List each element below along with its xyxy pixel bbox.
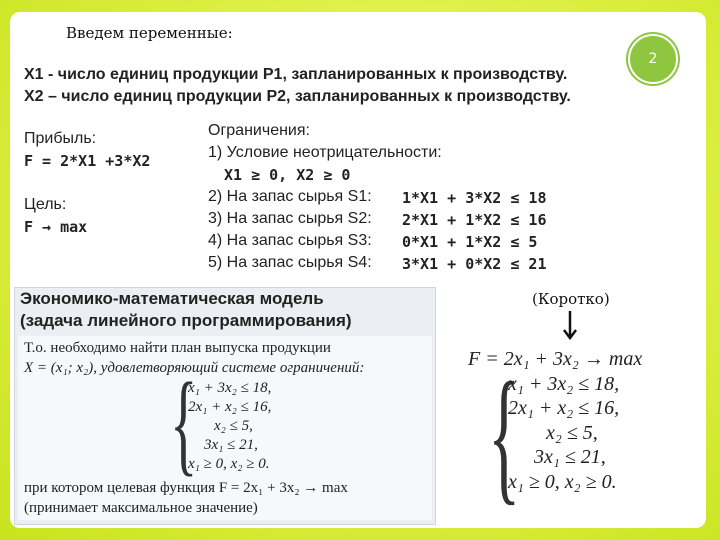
model-system-row: x₁ + 3x₂ ≤ 18, [188,380,272,396]
page-number-badge: 2 [628,34,678,84]
model-system-row: 2x₁ + x₂ ≤ 16, [188,399,272,415]
constraints-label: Ограничения: [208,122,310,139]
definition-x2: X2 – число единиц продукции P2, запланированных к производству. [24,88,571,105]
model-title-line2: (задача линейного программирования) [20,311,352,330]
goal-formula: F → max [24,218,88,236]
slide-title: Введем переменные: [66,24,233,42]
constraint-s1-expr: 1*X1 + 3*X2 ≤ 18 [402,189,547,207]
model-system-row: x₁ ≥ 0, x₂ ≥ 0. [188,456,270,472]
model-outro-line1: при котором целевая функция F = 2x₁ + 3x₂ → max [24,480,348,496]
model-title [20,288,352,332]
constraint-s3-expr: 0*X1 + 1*X2 ≤ 5 [402,233,538,251]
constraint-s2-expr: 2*X1 + 1*X2 ≤ 16 [402,211,547,229]
short-system-brace: { [488,352,521,518]
model-title-line1: Экономико-математическая модель [20,289,324,308]
model-intro-line2: X = (x₁; x₂), удовлетворяющий системе ограничений: [24,360,365,376]
definition-x1: X1 - число единиц продукции P1, запланированных к производству. [24,66,568,83]
short-system-row: x₂ ≤ 5, [546,422,598,444]
short-system-row: x₁ + 3x₂ ≤ 18, [508,373,620,395]
short-objective: F = 2x₁ + 3x₂ → max [468,348,643,370]
constraint-s4-expr: 3*X1 + 0*X2 ≤ 21 [402,255,547,273]
profit-label: Прибыль: [24,130,97,147]
constraint-nonneg-expr: X1 ≥ 0, X2 ≥ 0 [224,166,351,184]
model-outro-line2: (принимает максимальное значение) [24,500,258,516]
constraint-s1-label: 2) На запас сырья S1: [208,188,372,205]
short-system-row: x₁ ≥ 0, x₂ ≥ 0. [508,471,617,493]
model-system-row: x₂ ≤ 5, [214,418,253,434]
model-intro-line1: Т.о. необходимо найти план выпуска продукции [24,340,331,356]
constraint-s2-label: 3) На запас сырья S2: [208,210,372,227]
model-system-row: 3x₁ ≤ 21, [204,437,258,453]
short-system-row: 2x₁ + x₂ ≤ 16, [508,397,620,419]
constraint-s4-label: 5) На запас сырья S4: [208,254,372,271]
short-system-row: 3x₁ ≤ 21, [534,446,606,468]
constraint-nonneg-label: 1) Условие неотрицательности: [208,144,442,161]
arrow-down-icon [562,311,578,341]
goal-label: Цель: [24,196,67,213]
model-system-brace: { [170,359,198,486]
short-label: (Коротко) [532,290,610,308]
constraint-s3-label: 4) На запас сырья S3: [208,232,372,249]
profit-formula: F = 2*X1 +3*X2 [24,152,151,170]
